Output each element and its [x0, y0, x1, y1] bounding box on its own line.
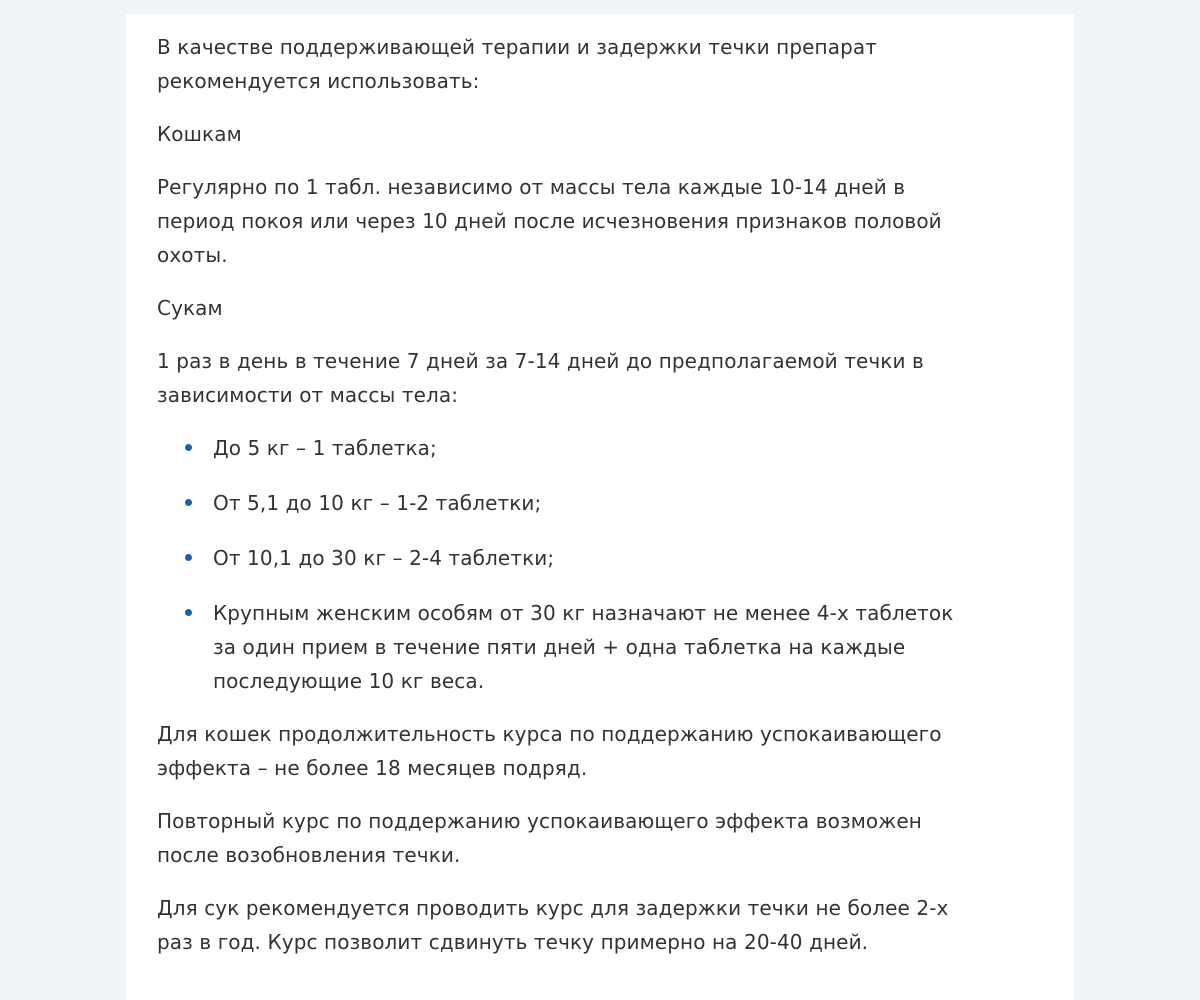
list-item	[157, 541, 1047, 575]
list-item	[157, 431, 1047, 465]
list-item-line: последующие 10 кг веса.	[213, 669, 485, 693]
cats-line: период покоя или через 10 дней после исчезновения признаков половой	[157, 209, 942, 233]
cats-line: охоты.	[157, 243, 228, 267]
cats-paragraph	[157, 170, 1047, 272]
list-item-line: Крупным женским особям от 30 кг назначают не менее 4-х таблеток	[213, 601, 954, 625]
intro-line: рекомендуется использовать:	[157, 69, 480, 93]
list-item-line: От 10,1 до 30 кг – 2-4 таблетки;	[213, 546, 555, 570]
cats-course-line: Для кошек продолжительность курса по поддержанию успокаивающего	[157, 722, 942, 746]
bullet-icon	[185, 499, 192, 506]
repeat-course-line: Повторный курс по поддержанию успокаивающего эффекта возможен	[157, 809, 922, 833]
list-item	[157, 486, 1047, 520]
list-item-line: От 5,1 до 10 кг – 1-2 таблетки;	[213, 491, 542, 515]
list-item	[157, 596, 1047, 698]
bullet-icon	[185, 554, 192, 561]
cats-course-paragraph	[157, 717, 1047, 785]
dogs-paragraph	[157, 344, 1047, 412]
cats-heading-text: Кошкам	[157, 122, 242, 146]
intro-line: В качестве поддерживающей терапии и задержки течки препарат	[157, 35, 877, 59]
cats-line: Регулярно по 1 табл. независимо от массы тела каждые 10-14 дней в	[157, 175, 906, 199]
dogs-line: зависимости от массы тела:	[157, 383, 459, 407]
dose-list	[157, 431, 1047, 698]
cats-course-line: эффекта – не более 18 месяцев подряд.	[157, 756, 588, 780]
bullet-icon	[185, 609, 192, 616]
repeat-course-line: после возобновления течки.	[157, 843, 461, 867]
dogs-course-line: раз в год. Курс позволит сдвинуть течку примерно на 20-40 дней.	[157, 930, 869, 954]
dogs-course-paragraph	[157, 891, 1047, 959]
bullet-icon	[185, 444, 192, 451]
dogs-heading-text: Сукам	[157, 296, 223, 320]
article-content	[157, 30, 1047, 978]
dogs-course-line: Для сук рекомендуется проводить курс для задержки течки не более 2-х	[157, 896, 949, 920]
repeat-course-paragraph	[157, 804, 1047, 872]
list-item-line: за один прием в течение пяти дней + одна таблетка на каждые	[213, 635, 906, 659]
dogs-heading	[157, 291, 1047, 325]
cats-heading	[157, 117, 1047, 151]
article-card	[126, 14, 1074, 1000]
dogs-line: 1 раз в день в течение 7 дней за 7-14 дней до предполагаемой течки в	[157, 349, 924, 373]
list-item-line: До 5 кг – 1 таблетка;	[213, 436, 437, 460]
intro-paragraph	[157, 30, 1047, 98]
